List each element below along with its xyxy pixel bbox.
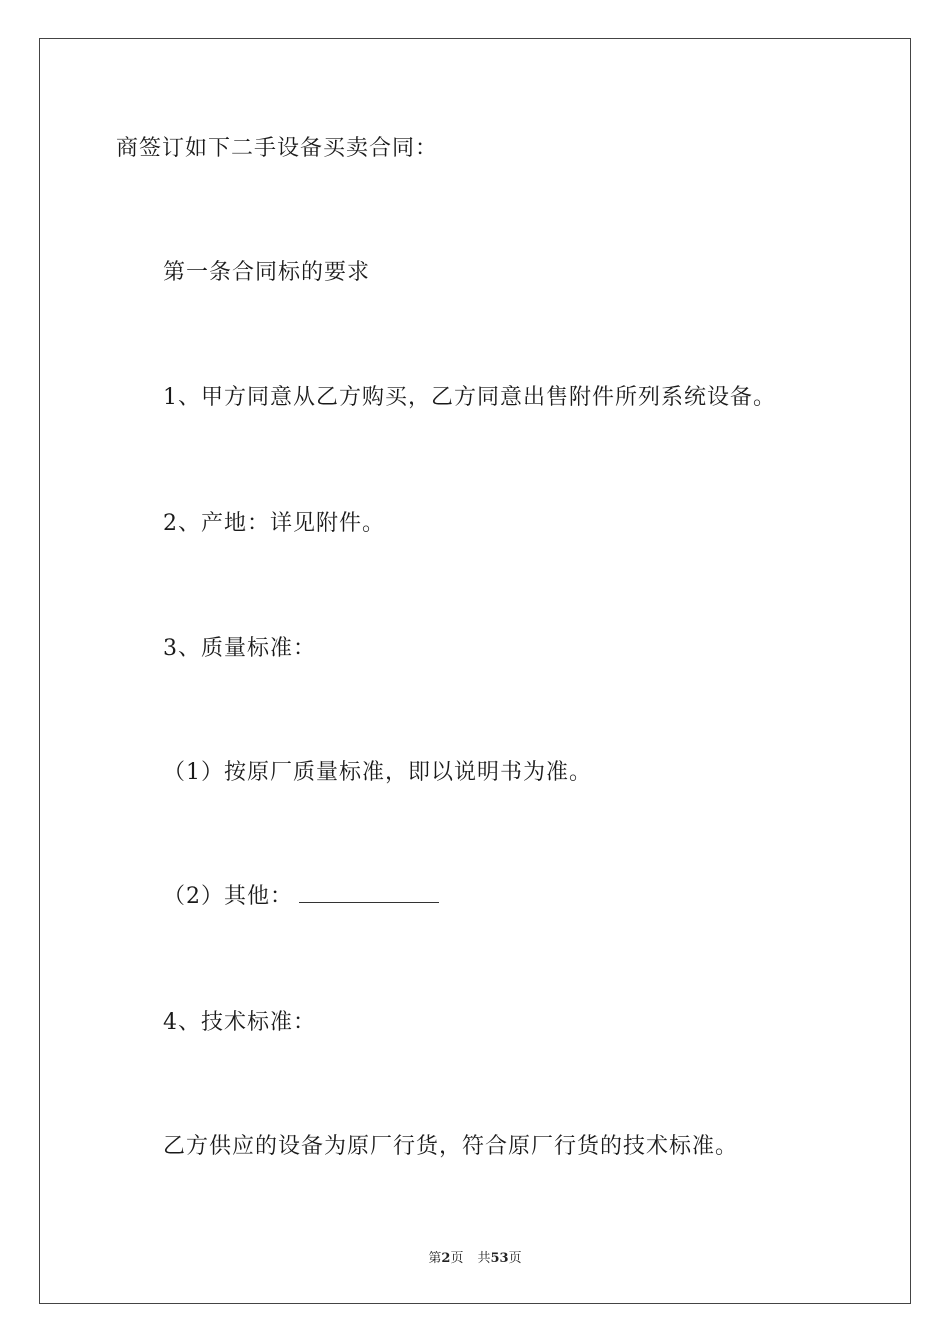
footer-total-suffix: 页 bbox=[508, 1251, 522, 1266]
fill-in-blank-line bbox=[299, 882, 439, 903]
page-footer bbox=[0, 1247, 950, 1266]
clause-3-item-1: （1）按原厂质量标准，即以说明书为准。 bbox=[163, 760, 592, 785]
footer-total-prefix: 共 bbox=[477, 1251, 491, 1266]
footer-page-prefix: 第 bbox=[428, 1251, 442, 1266]
clause-4-text: 乙方供应的设备为原厂行货，符合原厂行货的技术标准。 bbox=[163, 1134, 739, 1159]
clause-3-item-2-label: （2）其他： bbox=[163, 884, 293, 909]
page-frame bbox=[39, 38, 911, 1304]
clause-3-item-2 bbox=[163, 882, 439, 912]
clause-1: 1、甲方同意从乙方购买，乙方同意出售附件所列系统设备。 bbox=[163, 385, 776, 410]
clause-3: 3、质量标准： bbox=[163, 636, 316, 661]
footer-page-number: 2 bbox=[441, 1251, 451, 1266]
article-heading: 第一条合同标的要求 bbox=[163, 260, 371, 285]
footer-page-suffix: 页 bbox=[450, 1251, 464, 1266]
clause-2: 2、产地：详见附件。 bbox=[163, 511, 385, 536]
paragraph-intro: 商签订如下二手设备买卖合同： bbox=[116, 136, 439, 161]
clause-4: 4、技术标准： bbox=[163, 1010, 316, 1035]
footer-total-number: 53 bbox=[490, 1251, 509, 1266]
